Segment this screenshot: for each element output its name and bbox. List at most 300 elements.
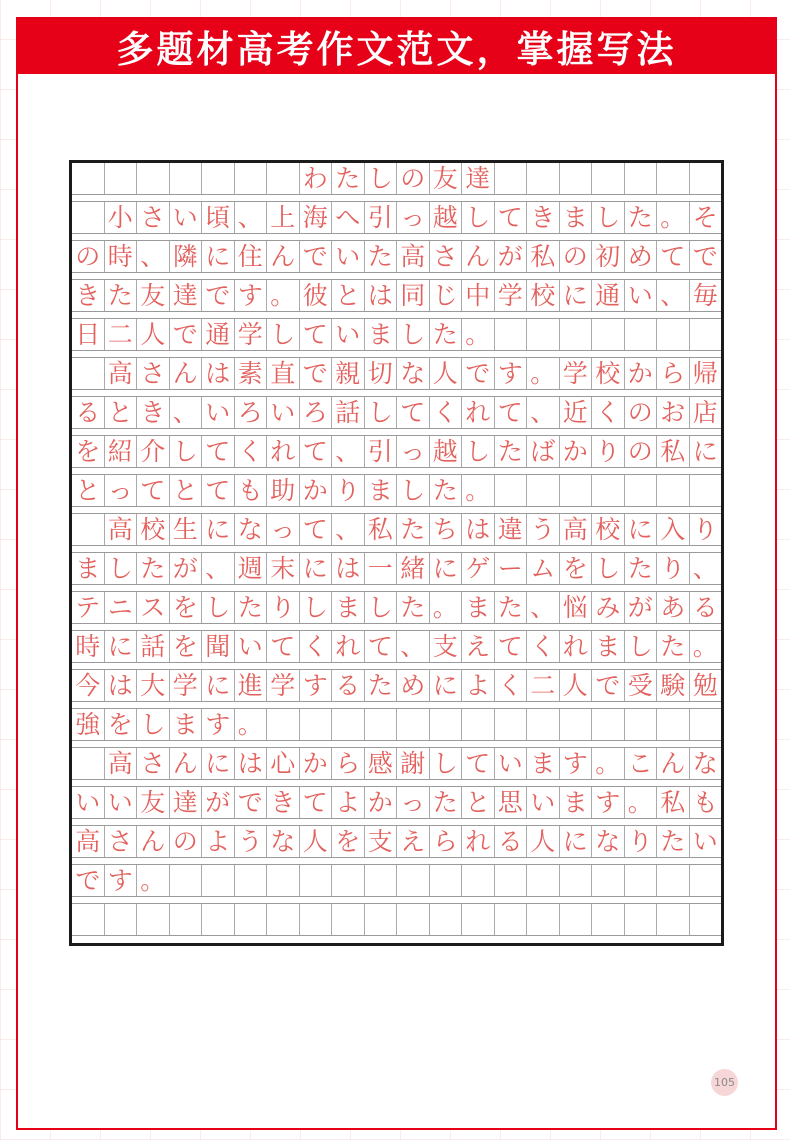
grid-cell: 人 [300, 826, 333, 857]
grid-cell [592, 865, 625, 896]
grid-cell: で [300, 358, 333, 389]
furigana-strip [72, 468, 721, 475]
grid-cell: い [495, 748, 528, 779]
grid-cell: 住 [235, 241, 268, 272]
grid-cell: は [202, 358, 235, 389]
grid-cell [72, 358, 105, 389]
grid-cell: で [462, 358, 495, 389]
grid-cell [495, 163, 528, 194]
grid-cell: 引 [365, 202, 398, 233]
grid-cell: れ [332, 631, 365, 662]
grid-cell: 、 [332, 436, 365, 467]
grid-cell: に [430, 670, 463, 701]
grid-cell: ら [332, 748, 365, 779]
grid-cell: し [137, 709, 170, 740]
furigana-strip [72, 507, 721, 514]
grid-cell: 初 [592, 241, 625, 272]
grid-cell [527, 319, 560, 350]
grid-cell [495, 865, 528, 896]
grid-cell [72, 163, 105, 194]
grid-cell: て [495, 202, 528, 233]
page-number-badge [711, 1069, 738, 1096]
grid-cell: な [592, 826, 625, 857]
grid-cell [592, 163, 625, 194]
grid-cell: 親 [332, 358, 365, 389]
grid-cell [560, 163, 593, 194]
grid-cell: た [365, 670, 398, 701]
grid-cell: 高 [397, 241, 430, 272]
grid-cell: 謝 [397, 748, 430, 779]
grid-row [72, 202, 721, 234]
grid-cell: た [137, 553, 170, 584]
grid-cell: い [105, 787, 138, 818]
grid-cell: は [332, 553, 365, 584]
grid-cell [235, 904, 268, 935]
grid-cell: 人 [560, 670, 593, 701]
grid-cell [527, 475, 560, 506]
grid-cell [690, 163, 722, 194]
grid-cell: す [592, 787, 625, 818]
grid-cell: お [657, 397, 690, 428]
grid-cell [332, 904, 365, 935]
grid-cell: ま [332, 592, 365, 623]
grid-cell: 直 [267, 358, 300, 389]
grid-cell: い [170, 202, 203, 233]
grid-cell [690, 319, 722, 350]
grid-cell [235, 163, 268, 194]
grid-cell: 通 [592, 280, 625, 311]
grid-cell [72, 202, 105, 233]
grid-cell: る [332, 670, 365, 701]
grid-cell: い [202, 397, 235, 428]
grid-cell: と [462, 787, 495, 818]
grid-cell: 越 [430, 202, 463, 233]
grid-cell: 店 [692, 398, 718, 427]
grid-cell: ま [170, 709, 203, 740]
grid-cell [560, 319, 593, 350]
grid-row [72, 748, 721, 780]
grid-cell: 人 [527, 826, 560, 857]
grid-cell: く [495, 670, 528, 701]
grid-cell: り [332, 475, 365, 506]
grid-cell: ん [170, 748, 203, 779]
grid-cell: ち [430, 514, 463, 545]
furigana-strip [72, 195, 721, 202]
grid-row [72, 475, 721, 507]
grid-cell: い [692, 827, 718, 856]
grid-cell [560, 904, 593, 935]
grid-cell: す [300, 670, 333, 701]
grid-cell [202, 163, 235, 194]
grid-cell: 聞 [202, 631, 235, 662]
grid-cell: 友 [137, 280, 170, 311]
grid-row [72, 865, 721, 897]
grid-cell: 、 [657, 280, 690, 311]
grid-cell: 進 [235, 670, 268, 701]
grid-cell: か [365, 787, 398, 818]
grid-cell [267, 709, 300, 740]
grid-cell: た [430, 475, 463, 506]
grid-cell [300, 709, 333, 740]
grid-cell: た [332, 163, 365, 194]
grid-cell: て [300, 319, 333, 350]
grid-cell: 学 [495, 280, 528, 311]
grid-cell: た [430, 787, 463, 818]
grid-cell: 。 [527, 358, 560, 389]
grid-cell: 校 [527, 280, 560, 311]
grid-cell [202, 865, 235, 896]
grid-cell: で [202, 280, 235, 311]
grid-cell: し [365, 592, 398, 623]
grid-cell [657, 163, 690, 194]
grid-cell: 小 [105, 202, 138, 233]
furigana-strip [72, 390, 721, 397]
grid-cell: 末 [267, 553, 300, 584]
grid-cell: 高 [105, 358, 138, 389]
grid-cell: 週 [235, 553, 268, 584]
grid-cell: と [72, 475, 105, 506]
grid-cell: な [692, 749, 718, 778]
grid-cell: を [560, 553, 593, 584]
grid-cell [657, 319, 690, 350]
grid-cell: き [137, 397, 170, 428]
grid-cell [527, 865, 560, 896]
grid-cell [625, 904, 658, 935]
grid-cell: 校 [137, 514, 170, 545]
grid-cell: 達 [170, 787, 203, 818]
grid-cell: に [692, 437, 718, 466]
grid-cell [495, 904, 528, 935]
grid-cell: の [397, 163, 430, 194]
grid-cell: 高 [72, 826, 105, 857]
grid-cell: 上 [267, 202, 300, 233]
grid-cell [462, 904, 495, 935]
grid-cell: ま [527, 748, 560, 779]
grid-cell: ま [592, 631, 625, 662]
grid-cell: 介 [137, 436, 170, 467]
grid-cell: 学 [170, 670, 203, 701]
grid-cell: よ [462, 670, 495, 701]
grid-cell: 中 [462, 280, 495, 311]
grid-cell [430, 865, 463, 896]
grid-cell: ま [560, 787, 593, 818]
grid-cell: ま [365, 475, 398, 506]
grid-cell: ん [462, 241, 495, 272]
grid-cell: か [625, 358, 658, 389]
grid-cell [365, 709, 398, 740]
furigana-strip [72, 624, 721, 631]
grid-cell: 越 [430, 436, 463, 467]
grid-cell: 。 [430, 592, 463, 623]
grid-cell: か [560, 436, 593, 467]
furigana-strip [72, 273, 721, 280]
grid-cell: 。 [137, 865, 170, 896]
grid-cell [625, 475, 658, 506]
grid-cell: な [267, 826, 300, 857]
grid-cell: て [365, 631, 398, 662]
grid-cell: ん [267, 241, 300, 272]
grid-cell: は [105, 670, 138, 701]
grid-cell: れ [267, 436, 300, 467]
grid-cell: き [267, 787, 300, 818]
grid-row [72, 163, 721, 195]
grid-cell: の [170, 826, 203, 857]
grid-cell: た [105, 280, 138, 311]
grid-cell: 学 [560, 358, 593, 389]
grid-cell [527, 163, 560, 194]
grid-cell: く [235, 436, 268, 467]
grid-cell [657, 709, 690, 740]
grid-cell [397, 865, 430, 896]
grid-cell: 高 [560, 514, 593, 545]
grid-cell: て [495, 397, 528, 428]
grid-cell: て [657, 241, 690, 272]
grid-cell: テ [72, 592, 105, 623]
grid-cell: 引 [365, 436, 398, 467]
grid-cell: と [332, 280, 365, 311]
grid-cell [430, 904, 463, 935]
grid-cell [72, 904, 105, 935]
grid-cell: 彼 [300, 280, 333, 311]
grid-cell: 毎 [692, 281, 718, 310]
grid-cell: 日 [72, 319, 105, 350]
grid-cell [560, 475, 593, 506]
furigana-strip [72, 663, 721, 670]
grid-cell: 助 [267, 475, 300, 506]
grid-cell: が [202, 787, 235, 818]
grid-cell: 、 [527, 397, 560, 428]
grid-cell [72, 748, 105, 779]
grid-cell: 学 [267, 670, 300, 701]
grid-cell: に [560, 280, 593, 311]
grid-row [72, 358, 721, 390]
grid-cell: 私 [657, 436, 690, 467]
grid-cell: 通 [202, 319, 235, 350]
grid-cell: す [235, 280, 268, 311]
grid-cell: し [365, 163, 398, 194]
grid-cell [235, 865, 268, 896]
grid-cell: さ [105, 826, 138, 857]
page-number: 105 [714, 1076, 735, 1089]
grid-row [72, 904, 721, 936]
grid-cell [462, 865, 495, 896]
grid-cell: し [592, 202, 625, 233]
grid-cell: 強 [72, 709, 105, 740]
grid-cell: る [692, 593, 718, 622]
grid-cell: も [235, 475, 268, 506]
grid-cell: ム [527, 553, 560, 584]
grid-cell: 思 [495, 787, 528, 818]
grid-cell: る [72, 397, 105, 428]
grid-cell: が [495, 241, 528, 272]
grid-cell: 帰 [692, 359, 718, 388]
grid-cell: て [495, 631, 528, 662]
grid-cell [690, 904, 722, 935]
grid-cell: ら [430, 826, 463, 857]
grid-row [72, 709, 721, 741]
grid-cell: 同 [397, 280, 430, 311]
grid-cell: 友 [137, 787, 170, 818]
grid-cell: さ [430, 241, 463, 272]
grid-cell: で [72, 865, 105, 896]
grid-cell: に [300, 553, 333, 584]
grid-cell: た [495, 592, 528, 623]
grid-cell: て [202, 436, 235, 467]
grid-cell: 大 [137, 670, 170, 701]
grid-cell: た [625, 553, 658, 584]
grid-cell: し [202, 592, 235, 623]
furigana-strip [72, 585, 721, 592]
grid-cell [690, 475, 722, 506]
furigana-strip [72, 858, 721, 865]
grid-cell [560, 709, 593, 740]
grid-row [72, 826, 721, 858]
grid-cell [690, 865, 722, 896]
grid-row [72, 397, 721, 429]
grid-cell [267, 865, 300, 896]
grid-cell: な [235, 514, 268, 545]
grid-row [72, 319, 721, 351]
grid-cell: に [430, 553, 463, 584]
grid-cell: 悩 [560, 592, 593, 623]
grid-cell [657, 865, 690, 896]
grid-cell: し [462, 202, 495, 233]
grid-cell [170, 163, 203, 194]
grid-cell [592, 709, 625, 740]
grid-cell: に [560, 826, 593, 857]
grid-cell: 。 [657, 202, 690, 233]
grid-cell: め [397, 670, 430, 701]
grid-cell: ん [657, 748, 690, 779]
grid-cell: す [202, 709, 235, 740]
grid-cell: い [332, 319, 365, 350]
grid-cell: な [397, 358, 430, 389]
grid-row [72, 592, 721, 624]
grid-cell [105, 163, 138, 194]
grid-cell: ス [137, 592, 170, 623]
grid-cell: り [267, 592, 300, 623]
grid-cell: 、 [527, 592, 560, 623]
grid-cell: 素 [235, 358, 268, 389]
header-title: 多题材高考作文范文，掌握写法 [116, 27, 677, 71]
grid-cell: 時 [72, 631, 105, 662]
grid-cell [462, 709, 495, 740]
grid-cell: り [625, 826, 658, 857]
grid-cell: し [462, 436, 495, 467]
grid-cell [365, 865, 398, 896]
grid-cell: よ [202, 826, 235, 857]
grid-cell [365, 904, 398, 935]
grid-cell: た [657, 631, 690, 662]
grid-cell: が [170, 553, 203, 584]
grid-cell: く [592, 397, 625, 428]
grid-cell [267, 904, 300, 935]
grid-cell: え [462, 631, 495, 662]
grid-cell [527, 709, 560, 740]
grid-cell: し [365, 397, 398, 428]
grid-cell: 私 [365, 514, 398, 545]
manuscript-sheet [69, 160, 724, 946]
grid-cell: か [300, 475, 333, 506]
grid-cell: れ [560, 631, 593, 662]
grid-cell: と [105, 397, 138, 428]
furigana-strip [72, 351, 721, 358]
grid-cell: じ [430, 280, 463, 311]
grid-cell: に [202, 514, 235, 545]
grid-cell: い [527, 787, 560, 818]
grid-cell [170, 865, 203, 896]
grid-cell: で [170, 319, 203, 350]
grid-cell: 紹 [105, 436, 138, 467]
grid-cell [300, 904, 333, 935]
grid-cell: も [692, 788, 718, 817]
grid-cell: く [430, 397, 463, 428]
grid-cell [137, 904, 170, 935]
grid-cell: り [592, 436, 625, 467]
grid-cell: ゲ [462, 553, 495, 584]
grid-cell: い [267, 397, 300, 428]
grid-cell [495, 319, 528, 350]
grid-cell: た [430, 319, 463, 350]
grid-cell: の [72, 241, 105, 272]
grid-cell: て [300, 436, 333, 467]
grid-cell: 違 [495, 514, 528, 545]
grid-row [72, 787, 721, 819]
grid-cell: 、 [137, 241, 170, 272]
grid-cell: あ [657, 592, 690, 623]
furigana-strip [72, 702, 721, 709]
grid-cell: 験 [657, 670, 690, 701]
grid-cell: 友 [430, 163, 463, 194]
grid-cell [430, 709, 463, 740]
grid-cell: ま [462, 592, 495, 623]
grid-cell: よ [332, 787, 365, 818]
grid-cell: た [235, 592, 268, 623]
grid-cell [625, 319, 658, 350]
grid-cell: た [397, 592, 430, 623]
furigana-strip [72, 780, 721, 787]
grid-cell: 隣 [170, 241, 203, 272]
grid-cell: 心 [267, 748, 300, 779]
grid-cell: 二 [527, 670, 560, 701]
furigana-strip [72, 312, 721, 319]
grid-cell: を [170, 592, 203, 623]
grid-cell: い [625, 280, 658, 311]
grid-cell: う [527, 514, 560, 545]
grid-cell: し [430, 748, 463, 779]
grid-cell: し [300, 592, 333, 623]
grid-cell [495, 709, 528, 740]
grid-cell: の [560, 241, 593, 272]
grid-cell [202, 904, 235, 935]
grid-cell: 、 [170, 397, 203, 428]
grid-cell: し [625, 631, 658, 662]
grid-cell: 生 [170, 514, 203, 545]
grid-cell: く [300, 631, 333, 662]
grid-cell: て [267, 631, 300, 662]
grid-cell: さ [137, 748, 170, 779]
grid-cell: 支 [430, 631, 463, 662]
grid-cell: で [692, 242, 718, 271]
grid-cell: 二 [105, 319, 138, 350]
grid-cell [495, 475, 528, 506]
grid-cell [592, 475, 625, 506]
grid-cell: 一 [365, 553, 398, 584]
grid-cell: ろ [300, 397, 333, 428]
grid-cell: へ [332, 202, 365, 233]
grid-cell: し [105, 553, 138, 584]
grid-cell: 勉 [692, 671, 718, 700]
